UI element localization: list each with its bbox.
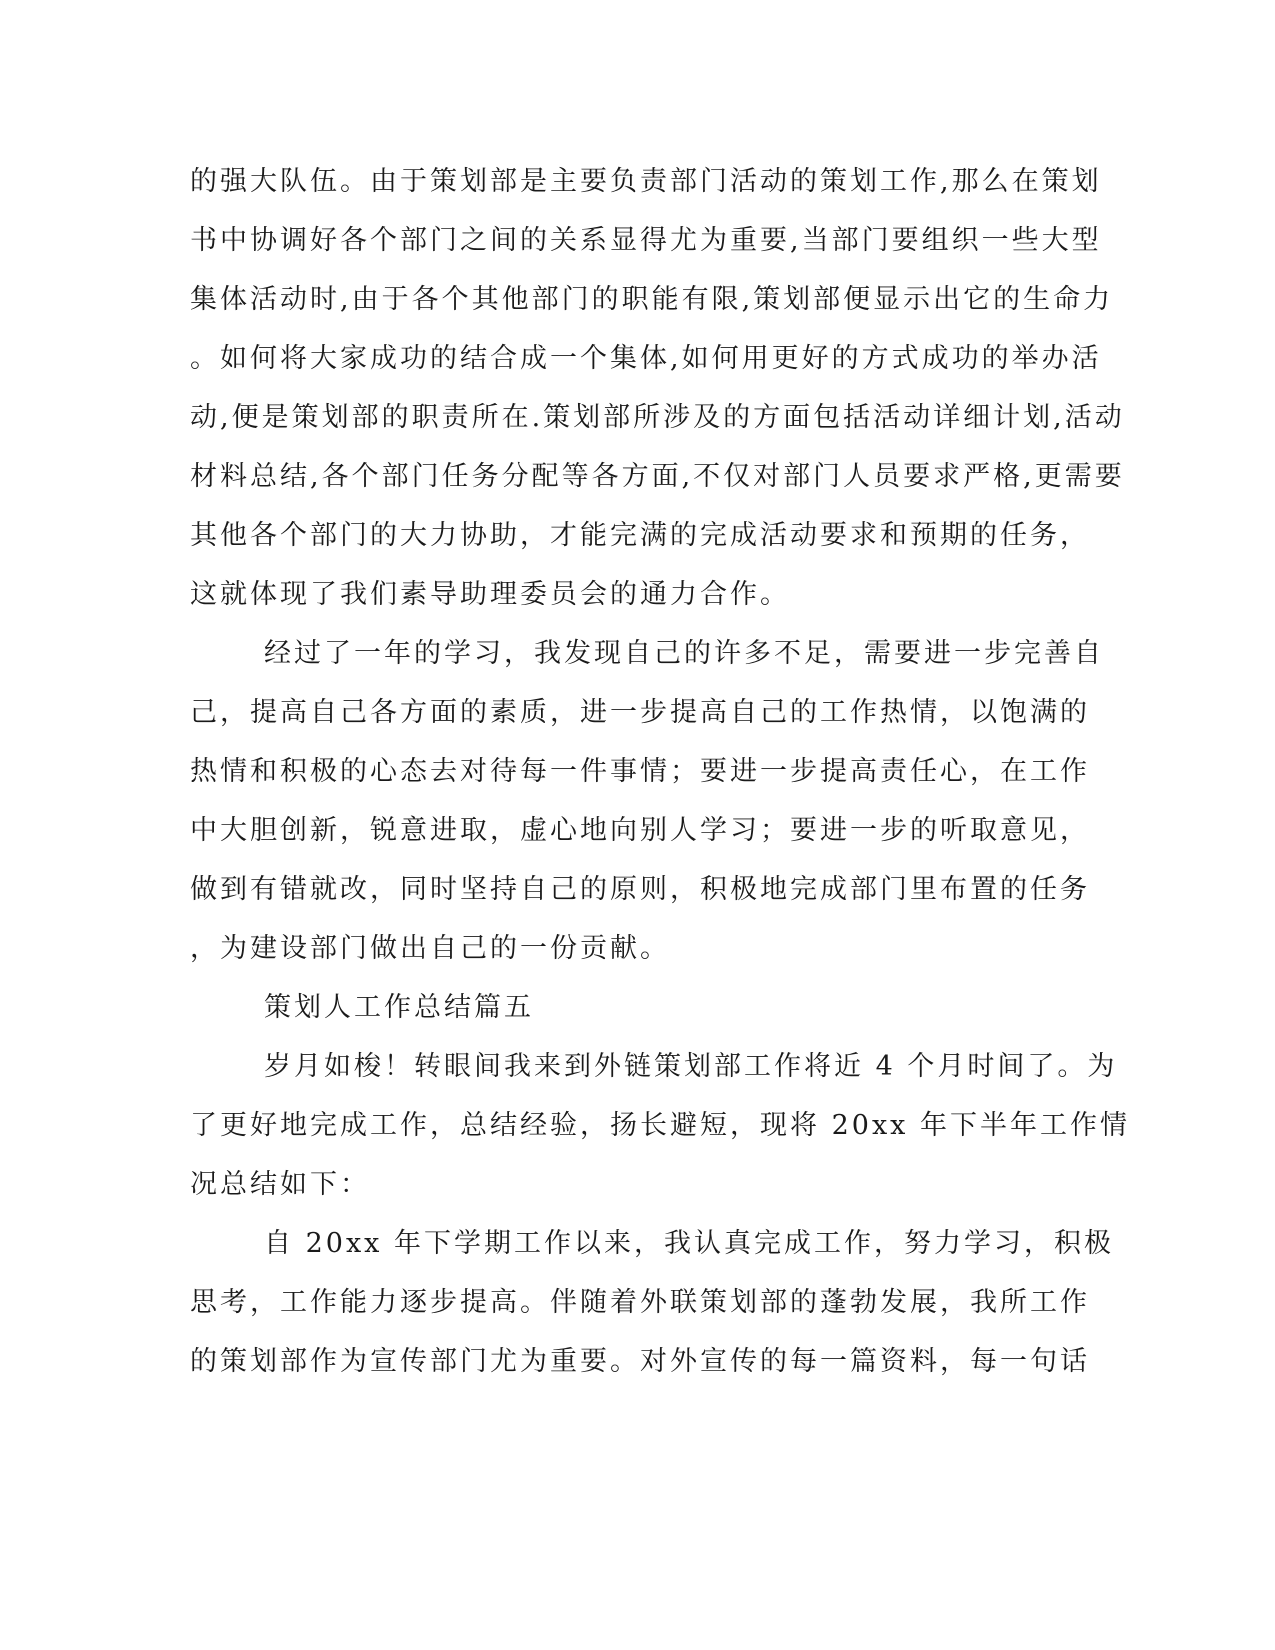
text-line: 况总结如下： (190, 1169, 370, 1200)
text-line: 中大胆创新，锐意进取，虚心地向别人学习；要进一步的听取意见， (190, 815, 1090, 846)
text-line: 的强大队伍。由于策划部是主要负责部门活动的策划工作,那么在策划 (190, 166, 1102, 197)
paragraph-first-line: 岁月如梭！转眼间我来到外链策划部工作将近 4 个月时间了。为 (264, 1051, 1118, 1082)
text-line: 己，提高自己各方面的素质，进一步提高自己的工作热情，以饱满的 (190, 697, 1090, 728)
text-line: ，为建设部门做出自己的一份贡献。 (190, 933, 670, 964)
text-line: 集体活动时,由于各个其他部门的职能有限,策划部便显示出它的生命力 (190, 284, 1114, 315)
section-heading: 策划人工作总结篇五 (264, 992, 534, 1023)
text-line: 材料总结,各个部门任务分配等各方面,不仅对部门人员要求严格,更需要 (190, 461, 1125, 492)
text-line: 做到有错就改，同时坚持自己的原则，积极地完成部门里布置的任务 (190, 874, 1090, 905)
text-line: 其他各个部门的大力协助，才能完满的完成活动要求和预期的任务， (190, 520, 1090, 551)
text-line: 了更好地完成工作，总结经验，扬长避短，现将 20xx 年下半年工作情 (190, 1110, 1130, 1141)
text-line: 动,便是策划部的职责所在.策划部所涉及的方面包括活动详细计划,活动 (190, 402, 1125, 433)
text-line: 书中协调好各个部门之间的关系显得尤为重要,当部门要组织一些大型 (190, 225, 1102, 256)
text-line: 这就体现了我们素导助理委员会的通力合作。 (190, 579, 790, 610)
text-line: 思考，工作能力逐步提高。伴随着外联策划部的蓬勃发展，我所工作 (190, 1287, 1090, 1318)
text-line: 的策划部作为宣传部门尤为重要。对外宣传的每一篇资料，每一句话 (190, 1346, 1090, 1377)
paragraph-first-line: 经过了一年的学习，我发现自己的许多不足，需要进一步完善自 (264, 638, 1104, 669)
paragraph-first-line: 自 20xx 年下学期工作以来，我认真完成工作，努力学习，积极 (264, 1228, 1114, 1259)
text-line: 热情和积极的心态去对待每一件事情；要进一步提高责任心，在工作 (190, 756, 1090, 787)
text-line: 。如何将大家成功的结合成一个集体,如何用更好的方式成功的举办活 (190, 343, 1102, 374)
